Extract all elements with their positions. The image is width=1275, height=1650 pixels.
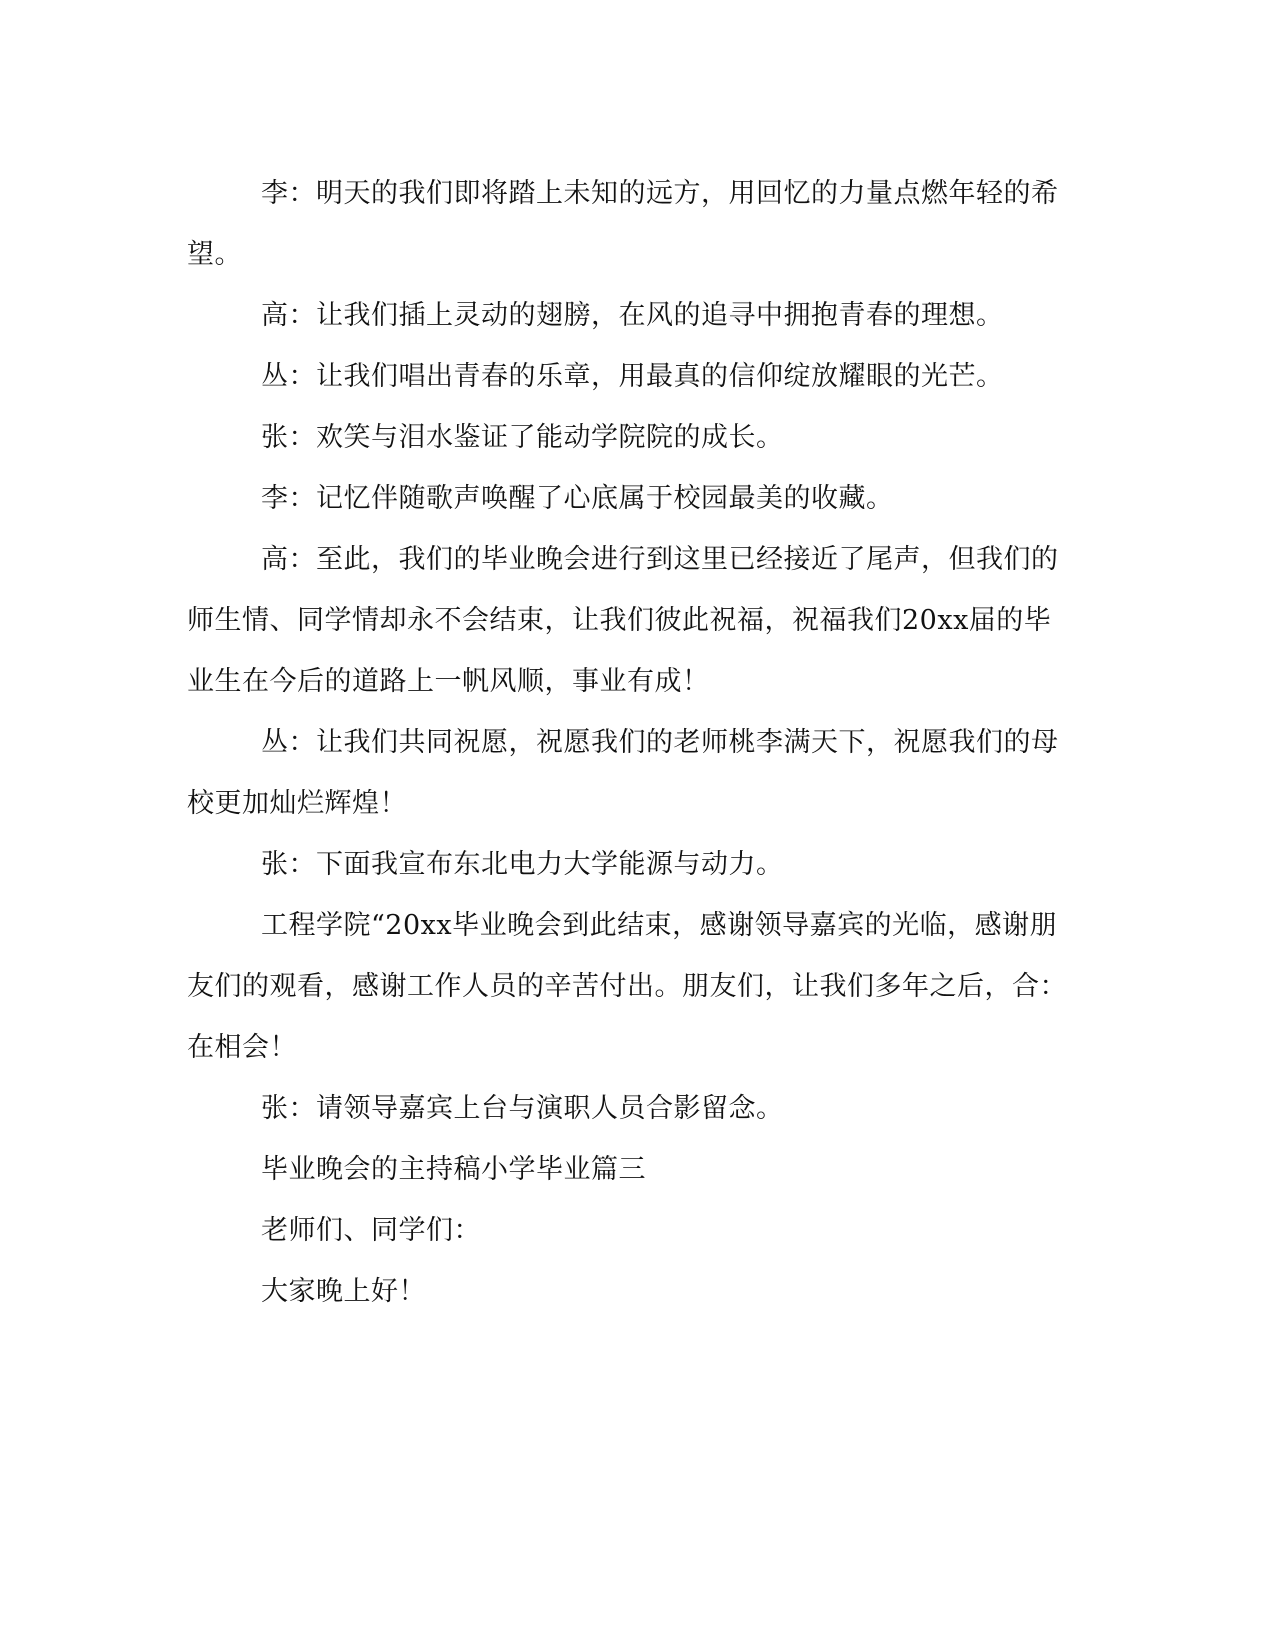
paragraph-zhang-growth: 张：欢笑与泪水鉴证了能动学院院的成长。	[261, 422, 784, 453]
paragraph-zhang-photo: 张：请领导嘉宾上台与演职人员合影留念。	[261, 1093, 784, 1124]
paragraph-li-memory: 李：记忆伴随歌声唤醒了心底属于校园最美的收藏。	[261, 483, 894, 514]
document-body	[187, 163, 1067, 1322]
paragraph-zhang-announce: 张：下面我宣布东北电力大学能源与动力。	[261, 849, 784, 880]
paragraph-gao-wings: 高：让我们插上灵动的翅膀，在风的追寻中拥抱青春的理想。	[261, 300, 1004, 331]
paragraph-gao-closing: 高：至此，我们的毕业晚会进行到这里已经接近了尾声，但我们的师生情、同学情却永不会结束，让我们彼此祝福，祝福我们20xx届的毕业生在今后的道路上一帆风顺，事业有成！	[187, 544, 1059, 697]
paragraph-thanks: 工程学院“20xx毕业晚会到此结束，感谢领导嘉宾的光临，感谢朋友们的观看，感谢工作人员的辛苦付出。朋友们，让我们多年之后，合：在相会！	[187, 910, 1067, 1063]
greeting-evening: 大家晚上好！	[261, 1276, 426, 1307]
paragraph-cong-youth-song: 丛：让我们唱出青春的乐章，用最真的信仰绽放耀眼的光芒。	[261, 361, 1004, 392]
paragraph-cong-wishes: 丛：让我们共同祝愿，祝愿我们的老师桃李满天下，祝愿我们的母校更加灿烂辉煌！	[187, 727, 1059, 819]
greeting-audience: 老师们、同学们：	[261, 1215, 481, 1246]
section-title: 毕业晚会的主持稿小学毕业篇三	[261, 1154, 646, 1185]
paragraph-li-future: 李：明天的我们即将踏上未知的远方，用回忆的力量点燃年轻的希望。	[187, 178, 1059, 270]
